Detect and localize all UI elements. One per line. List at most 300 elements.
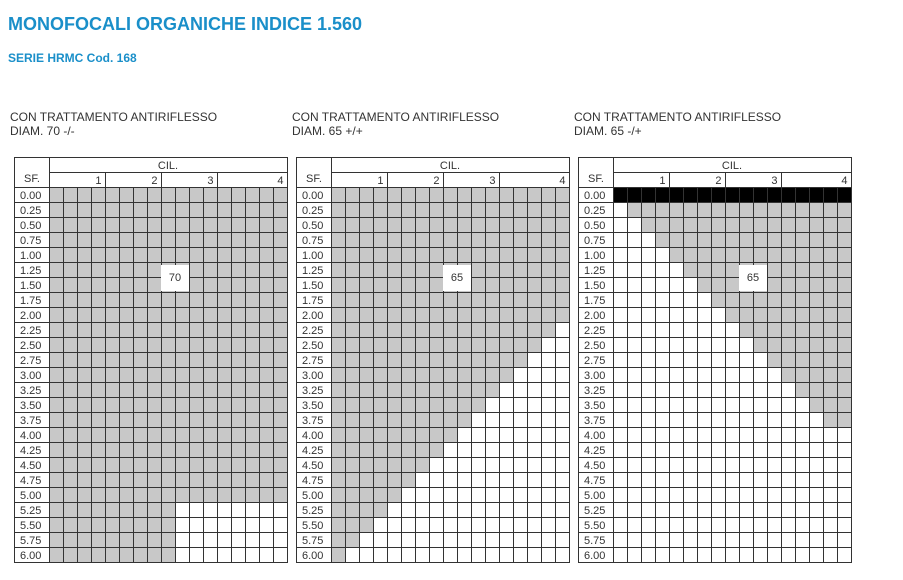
grid-cell — [838, 203, 852, 218]
grid-cell — [274, 488, 288, 503]
grid-cell — [50, 248, 64, 263]
grid-cell — [148, 503, 162, 518]
grid-cell — [810, 518, 824, 533]
grid-cell — [614, 323, 628, 338]
grid-cell — [416, 458, 430, 473]
sf-value: 3.75 — [302, 415, 324, 427]
grid-cell — [274, 188, 288, 203]
grid-cell — [810, 398, 824, 413]
grid-cell — [754, 368, 768, 383]
sf-value: 4.50 — [584, 460, 606, 472]
grid-cell — [628, 308, 642, 323]
grid-cell — [64, 278, 78, 293]
grid-cell — [346, 308, 360, 323]
grid-cell — [388, 398, 402, 413]
sf-value: 0.75 — [584, 235, 606, 247]
grid-cell — [148, 293, 162, 308]
grid-cell — [782, 263, 796, 278]
grid-cell — [614, 518, 628, 533]
sf-value: 2.25 — [302, 325, 324, 337]
grid-cell — [838, 428, 852, 443]
grid-cell — [246, 323, 260, 338]
grid-cell — [416, 533, 430, 548]
grid-cell — [246, 533, 260, 548]
grid-cell — [642, 383, 656, 398]
grid-cell — [838, 413, 852, 428]
grid-cell — [106, 263, 120, 278]
grid-cell — [204, 398, 218, 413]
grid-cell — [50, 293, 64, 308]
grid-cell — [514, 383, 528, 398]
grid-cell — [232, 308, 246, 323]
grid-cell — [388, 368, 402, 383]
grid-cell — [458, 218, 472, 233]
grid-cell — [712, 323, 726, 338]
sf-header: SF. — [24, 173, 40, 185]
grid-cell — [232, 413, 246, 428]
grid-cell — [120, 488, 134, 503]
grid-cell — [274, 353, 288, 368]
grid-cell — [92, 248, 106, 263]
grid-cell — [162, 188, 176, 203]
grid-cell — [500, 428, 514, 443]
grid-cell — [232, 398, 246, 413]
grid-cell — [628, 338, 642, 353]
grid-cell — [656, 188, 670, 203]
cil-header: CIL. — [157, 160, 179, 172]
grid-cell — [486, 488, 500, 503]
grid-cell — [388, 473, 402, 488]
grid-cell — [810, 203, 824, 218]
grid-cell — [838, 368, 852, 383]
grid-cell — [134, 518, 148, 533]
grid-cell — [360, 353, 374, 368]
grid-cell — [388, 413, 402, 428]
grid-cell — [162, 443, 176, 458]
grid-cell — [698, 188, 712, 203]
grid-cell — [642, 218, 656, 233]
grid-cell — [346, 533, 360, 548]
grid-cell — [838, 533, 852, 548]
grid-cell — [64, 338, 78, 353]
grid-cell — [50, 308, 64, 323]
grid-cell — [246, 458, 260, 473]
grid-cell — [698, 383, 712, 398]
page-subtitle: SERIE HRMC Cod. 168 — [8, 51, 137, 65]
grid-cell — [260, 458, 274, 473]
sf-value: 2.00 — [584, 310, 606, 322]
grid-cell — [106, 233, 120, 248]
grid-cell — [824, 188, 838, 203]
grid-cell — [134, 398, 148, 413]
grid-cell — [472, 533, 486, 548]
grid-cell — [416, 488, 430, 503]
grid-cell — [486, 413, 500, 428]
grid-cell — [754, 323, 768, 338]
grid-cell — [416, 233, 430, 248]
grid-cell — [514, 353, 528, 368]
grid-cell — [768, 353, 782, 368]
grid-cell — [782, 338, 796, 353]
grid-cell — [782, 203, 796, 218]
grid-cell — [656, 533, 670, 548]
grid-cell — [430, 488, 444, 503]
grid-cell — [246, 548, 260, 563]
grid-cell — [162, 233, 176, 248]
grid-cell — [500, 458, 514, 473]
grid-cell — [204, 203, 218, 218]
grid-cell — [472, 488, 486, 503]
grid-cell — [92, 368, 106, 383]
grid-cell — [162, 218, 176, 233]
grid-cell — [64, 218, 78, 233]
grid-cell — [556, 188, 570, 203]
grid-cell — [824, 428, 838, 443]
grid-cell — [514, 203, 528, 218]
grid-cell — [346, 503, 360, 518]
grid-cell — [754, 248, 768, 263]
grid-cell — [556, 248, 570, 263]
grid-cell — [642, 278, 656, 293]
grid-cell — [768, 503, 782, 518]
grid-cell — [444, 368, 458, 383]
grid-cell — [838, 443, 852, 458]
grid-cell — [684, 473, 698, 488]
grid-cell — [500, 308, 514, 323]
grid-cell — [274, 263, 288, 278]
grid-cell — [402, 218, 416, 233]
grid-cell — [656, 293, 670, 308]
grid-cell — [190, 518, 204, 533]
grid-cell — [796, 533, 810, 548]
grid-cell — [670, 503, 684, 518]
cil-header: CIL. — [721, 160, 743, 172]
grid-cell — [810, 278, 824, 293]
grid-cell — [528, 428, 542, 443]
grid-cell — [656, 263, 670, 278]
grid-cell — [50, 203, 64, 218]
grid-cell — [50, 188, 64, 203]
grid-cell — [346, 263, 360, 278]
grid-cell — [332, 368, 346, 383]
grid-cell — [416, 503, 430, 518]
grid-cell — [120, 203, 134, 218]
grid-cell — [528, 188, 542, 203]
grid-cell — [50, 503, 64, 518]
grid-cell — [768, 488, 782, 503]
sf-value: 2.00 — [302, 310, 324, 322]
grid-cell — [514, 473, 528, 488]
grid-cell — [204, 503, 218, 518]
grid-cell — [768, 293, 782, 308]
grid-cell — [78, 458, 92, 473]
grid-cell — [444, 503, 458, 518]
grid-cell — [614, 503, 628, 518]
grid-cell — [754, 518, 768, 533]
grid-cell — [740, 548, 754, 563]
grid-cell — [486, 473, 500, 488]
grid-cell — [726, 323, 740, 338]
grid-cell — [416, 428, 430, 443]
grid-cell — [190, 473, 204, 488]
grid-cell — [542, 398, 556, 413]
grid-cell — [782, 368, 796, 383]
grid-cell — [444, 323, 458, 338]
grid-cell — [64, 308, 78, 323]
grid-cell — [416, 308, 430, 323]
grid-cell — [332, 413, 346, 428]
grid-cell — [360, 503, 374, 518]
grid-cell — [92, 233, 106, 248]
sf-value: 4.75 — [20, 475, 42, 487]
grid-cell — [92, 278, 106, 293]
grid-cell — [260, 278, 274, 293]
grid-cell — [106, 218, 120, 233]
sf-value: 1.25 — [584, 265, 606, 277]
grid-cell — [698, 398, 712, 413]
grid-cell — [232, 233, 246, 248]
grid-cell — [232, 383, 246, 398]
grid-cell — [796, 308, 810, 323]
grid-cell — [556, 428, 570, 443]
grid-cell — [416, 353, 430, 368]
grid-cell — [92, 188, 106, 203]
grid-cell — [628, 203, 642, 218]
grid-cell — [824, 263, 838, 278]
grid-cell — [768, 233, 782, 248]
grid-cell — [824, 383, 838, 398]
grid-cell — [50, 488, 64, 503]
grid-cell — [346, 443, 360, 458]
grid-cell — [684, 443, 698, 458]
grid-cell — [824, 443, 838, 458]
grid-cell — [134, 413, 148, 428]
grid-cell — [754, 383, 768, 398]
grid-cell — [810, 503, 824, 518]
grid-cell — [838, 488, 852, 503]
grid-cell — [614, 368, 628, 383]
grid-cell — [204, 233, 218, 248]
grid-cell — [556, 308, 570, 323]
grid-cell — [50, 428, 64, 443]
grid-cell — [698, 518, 712, 533]
grid-cell — [260, 488, 274, 503]
grid-cell — [148, 473, 162, 488]
grid-cell — [204, 473, 218, 488]
grid-cell — [796, 398, 810, 413]
grid-cell — [740, 458, 754, 473]
grid-cell — [260, 518, 274, 533]
grid-cell — [204, 263, 218, 278]
grid-cell — [92, 338, 106, 353]
grid-cell — [374, 503, 388, 518]
grid-cell — [64, 188, 78, 203]
sf-value: 4.00 — [20, 430, 42, 442]
grid-cell — [176, 308, 190, 323]
grid-cell — [740, 323, 754, 338]
grid-cell — [120, 233, 134, 248]
grid-cell — [204, 488, 218, 503]
grid-cell — [444, 203, 458, 218]
grid-cell — [768, 218, 782, 233]
grid-cell — [712, 383, 726, 398]
grid-cell — [740, 203, 754, 218]
grid-cell — [642, 293, 656, 308]
grid-cell — [246, 503, 260, 518]
grid-cell — [374, 188, 388, 203]
grid-cell — [246, 368, 260, 383]
grid-cell — [64, 368, 78, 383]
grid-cell — [204, 383, 218, 398]
grid-cell — [64, 533, 78, 548]
grid-cell — [246, 308, 260, 323]
grid-cell — [232, 458, 246, 473]
grid-cell — [684, 383, 698, 398]
grid-cell — [810, 383, 824, 398]
grid-cell — [190, 503, 204, 518]
grid-cell — [514, 323, 528, 338]
grid-cell — [260, 308, 274, 323]
grid-cell — [768, 383, 782, 398]
panel-1-header — [10, 110, 217, 138]
grid-cell — [430, 263, 444, 278]
sf-value: 1.75 — [584, 295, 606, 307]
grid-cell — [402, 263, 416, 278]
grid-cell — [360, 473, 374, 488]
grid-cell — [92, 488, 106, 503]
grid-cell — [824, 458, 838, 473]
grid-cell — [768, 518, 782, 533]
grid-cell — [782, 278, 796, 293]
sf-value: 3.50 — [584, 400, 606, 412]
grid-cell — [260, 338, 274, 353]
sf-value: 4.00 — [302, 430, 324, 442]
grid-cell — [656, 548, 670, 563]
grid-cell — [162, 398, 176, 413]
grid-cell — [204, 218, 218, 233]
grid-cell — [388, 533, 402, 548]
grid-cell — [246, 398, 260, 413]
grid-cell — [528, 503, 542, 518]
grid-cell — [416, 338, 430, 353]
sf-value: 6.00 — [20, 550, 42, 562]
grid-cell — [332, 488, 346, 503]
grid-cell — [416, 473, 430, 488]
grid-cell — [698, 293, 712, 308]
grid-cell — [782, 503, 796, 518]
grid-cell — [472, 413, 486, 428]
grid-cell — [556, 503, 570, 518]
grid-cell — [92, 548, 106, 563]
grid-cell — [162, 383, 176, 398]
grid-cell — [810, 458, 824, 473]
grid-cell — [528, 548, 542, 563]
grid-cell — [444, 548, 458, 563]
grid-cell — [486, 203, 500, 218]
grid-cell — [712, 503, 726, 518]
grid-cell — [556, 203, 570, 218]
grid-cell — [120, 188, 134, 203]
grid-cell — [176, 293, 190, 308]
grid-cell — [78, 488, 92, 503]
grid-cell — [726, 218, 740, 233]
grid-cell — [134, 233, 148, 248]
grid-cell — [120, 548, 134, 563]
grid-cell — [120, 353, 134, 368]
grid-cell — [134, 323, 148, 338]
grid-cell — [670, 278, 684, 293]
sf-value: 3.50 — [302, 400, 324, 412]
grid-cell — [92, 263, 106, 278]
grid-cell — [684, 398, 698, 413]
grid-cell — [346, 488, 360, 503]
grid-cell — [542, 503, 556, 518]
grid-cell — [838, 458, 852, 473]
grid-cell — [740, 533, 754, 548]
grid-cell — [824, 473, 838, 488]
grid-cell — [542, 278, 556, 293]
grid-cell — [500, 503, 514, 518]
grid-cell — [810, 308, 824, 323]
grid-cell — [500, 188, 514, 203]
grid-cell — [754, 233, 768, 248]
grid-cell — [360, 443, 374, 458]
grid-cell — [402, 548, 416, 563]
grid-cell — [232, 473, 246, 488]
grid-cell — [796, 353, 810, 368]
grid-cell — [824, 248, 838, 263]
grid-cell — [628, 353, 642, 368]
grid-cell — [542, 293, 556, 308]
grid-cell — [360, 413, 374, 428]
grid-cell — [754, 293, 768, 308]
grid-cell — [726, 533, 740, 548]
grid-cell — [768, 188, 782, 203]
grid-cell — [346, 338, 360, 353]
grid-cell — [92, 218, 106, 233]
grid-cell — [528, 518, 542, 533]
grid-cell — [782, 293, 796, 308]
grid-cell — [92, 203, 106, 218]
grid-cell — [332, 458, 346, 473]
grid-cell — [838, 308, 852, 323]
grid-cell — [500, 323, 514, 338]
sf-value: 0.50 — [20, 220, 42, 232]
grid-cell — [232, 338, 246, 353]
grid-cell — [134, 353, 148, 368]
grid-cell — [120, 428, 134, 443]
grid-cell — [628, 488, 642, 503]
grid-cell — [542, 233, 556, 248]
grid-cell — [120, 278, 134, 293]
grid-cell — [796, 278, 810, 293]
grid-cell — [232, 263, 246, 278]
grid-cell — [204, 338, 218, 353]
grid-cell — [684, 458, 698, 473]
grid-cell — [78, 248, 92, 263]
sf-value: 4.25 — [584, 445, 606, 457]
grid-cell — [148, 233, 162, 248]
grid-cell — [78, 188, 92, 203]
grid-cell — [782, 413, 796, 428]
grid-cell — [260, 188, 274, 203]
grid-cell — [190, 263, 204, 278]
grid-cell — [246, 233, 260, 248]
grid-cell — [556, 368, 570, 383]
grid-cell — [796, 473, 810, 488]
grid-cell — [260, 428, 274, 443]
page-title: MONOFOCALI ORGANICHE INDICE 1.560 — [8, 14, 363, 34]
